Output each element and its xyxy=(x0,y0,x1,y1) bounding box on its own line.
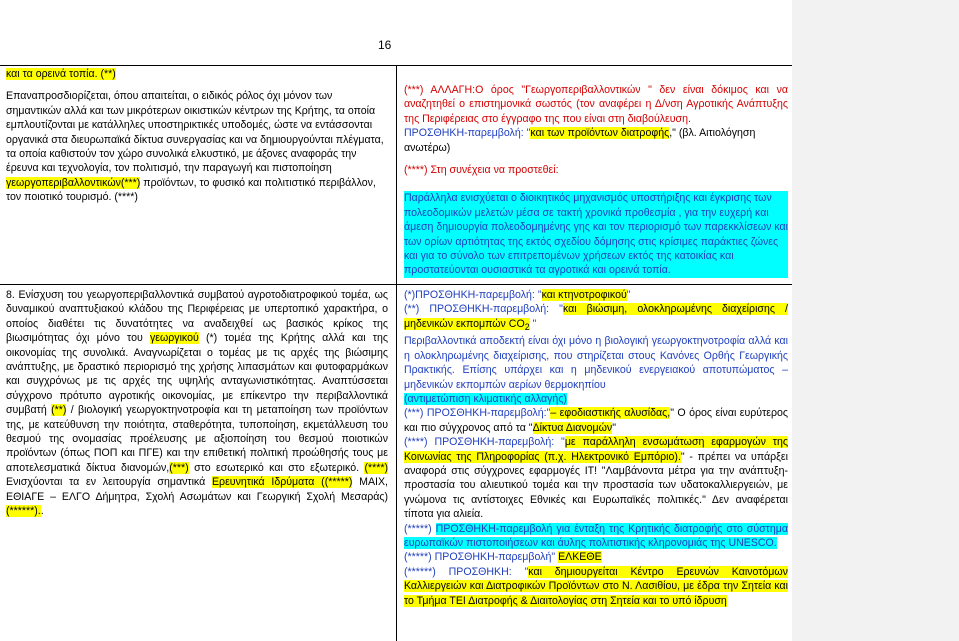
highlighted-text: και κτηνοτροφικού xyxy=(541,289,627,301)
comment-paragraph: (*)ΠΡΟΣΘΗΚΗ-παρεμβολή: "και κτηνοτροφικού" xyxy=(404,289,631,301)
comment-paragraph: (****) ΠΡΟΣΘΗΚΗ-παρεμβολή: "με παράλληλη ενσωμάτωση εφαρμογών της Κοινωνίας της Πληροφορίας (π.χ. Ηλεκτρονικό Εμπόριο)." - πρέπει να υπάρξει αναφορά στις σύγχρονες εφαρμογές ΙΤ! "Λαμβάνοντα μέτρα για την ανάπτυξη-προστασία του αλιευτικού τομέα και την προστασία των υδατοκαλλιεργειών, με γνώμονα τις αντίστοιχες Εθνικές και Ευρωπαϊκές πολιτικές." Δεν αναφέρεται τίποτα για αλιεία. xyxy=(404,436,788,521)
comment-paragraph: (***) ΠΡΟΣΘΗΚΗ-παρεμβολή:"– εφοδιαστικής αλυσίδας," Ο όρος είναι ευρύτερος και πιο σύγχρονος από τα "Δίκτυα Διανομών" xyxy=(404,407,788,434)
highlighted-text: και δημιουργείται Κέντρο Ερευνών Καινοτόμων Καλλιεργειών και Διατροφικών Προϊόντων στο Ν. Λασιθίου, με έδρα την Σητεία και το Τμήμα ΤΕΙ Διατροφής & Διαιτολογίας στη Σητεία και το υπό ίδρυση xyxy=(404,565,788,607)
cell-paragraph xyxy=(6,89,388,204)
table-cell-row1-left xyxy=(6,67,388,205)
table-cell-row2-left xyxy=(6,288,388,519)
highlighted-text: γεωργικού xyxy=(149,332,199,345)
cell-line xyxy=(6,67,388,81)
comment-paragraph: Παράλληλα ενισχύεται ο διοικητικός μηχανισμός υποστήριξης και έγκρισης των πολεοδομικών μελετών μέσα σε τακτή χρονικά προθεσμία , για την ευχερή και άμεση δημιουργία πολεοδομημένης γης και τον περιορισμό των παρεκκλίσεων και των ορίων αρτιότητας της εκτός σχεδίου δόμησης στις κρίσιμες παράκτιες ζώνες και για το σύνολο των επιτρεπομένων χρήσεων εκτός της κατοικίας και προστατεύονται ουσιαστικά τα αγροτικά και ορεινά τοπία. xyxy=(404,192,789,277)
comment-text: ," (βλ. Αιτιολόγηση ανωτέρω) xyxy=(404,127,756,154)
comment-text: ΠΡΟΣΘΗΚΗ-παρεμβολή: " xyxy=(404,127,531,140)
highlighted-text: (****) xyxy=(364,461,389,474)
comment-margin xyxy=(792,0,959,641)
paragraph-text: Επαναπροσδιορίζεται, όπου απαιτείται, ο ειδικός ρόλος όχι μόνον των σημαντικών αλλά και των μικρότερων οικιστικών κέντρων της Κρήτης, τα οποία εμπλουτίζονται με κατάλληλες υποστηρικτικές υποδομές, ώστε να εντάσσονται οργανικά στα διευρωπαϊκά δίκτυα συνεργασίας και να δημιουργούνται πλέγματα, τα οποία καθιστούν τον χώρο συνολικά ελκυστικό, με άξονες αναφοράς την έρευνα και τεχνολογία, τον πολιτισμό, την παραγωγή και πιστοποίηση xyxy=(6,90,384,175)
comment-paragraph: (αντιμετώπιση κλιματικής αλλαγής) xyxy=(404,392,567,405)
highlighted-text: με παράλληλη ενσωμάτωση εφαρμογών της Κοινωνίας της Πληροφορίας (π.χ. Ηλεκτρονικό Εμπόριο). xyxy=(404,436,788,463)
highlighted-text: Ερευνητικά Ιδρύματα ((*****) xyxy=(211,476,353,489)
highlighted-text: ΕΛΚΕΘΕ xyxy=(558,551,602,564)
comment-paragraph xyxy=(404,126,788,155)
comment-paragraph: (****) Στη συνέχεια να προστεθεί: xyxy=(404,164,559,177)
cell-paragraph: 8. Ενίσχυση του γεωργοπεριβαλλοντικά συμβατού αγροτοδιατροφικού τομέα, ως δυναμικού αναπτυξιακού κλάδου της Περιφέρειας με υπερτοπικό χαρακτήρα, ο οποίος διαθέτει τις δυνατότητες να αναδειχθεί ως βασικός κρίκος της βιωσιμότητας όχι μόνο του γεωργικού (*) τομέα της Κρήτης αλλά και της οικονομίας της συνολικά. Αναγνωρίζεται ο τομέας με τις αρχές της βιώσιμης ανάπτυξης, με δραστικό περιορισμό της χρήσης λιπασμάτων και φυτοφαρμάκων και συγχρόνως με τις αρχές της υψηλής ανταγωνιστικότητας. Αναπτύσσεται σύγχρονο πρότυπο αγροτικής οικονομίας, με επίκεντρο την περιβαλλοντικά συμβατή (**) / βιολογική γεωργοκτηνοτροφία και τη μεταποίηση των προϊόντων της, με κατεύθυνση την ποιότητα, σταθερότητα, τυποποίηση, εκμετάλλευση του θεσμού της ονομασίας προέλευσης με αξιοποίηση του θεσμού ποιοτικών προϊόντων (όπως ΠΟΠ και ΠΓΕ) και την επιθετική πολιτική προώθησής τους με αποτελεσματικά δίκτυα διανομών,(***) στο εσωτερικό και στο εξωτερικό. (****) Ενισχύονται τα εν λειτουργία σημαντικά Ερευνητικά Ιδρύματα ((*****) ΜΑΙΧ, ΕΘΙΑΓΕ – ΕΛΓΟ Δήμητρα, Σχολή Ασωμάτων και Γεωργική Σχολή Μεσαράς) (******).. xyxy=(6,289,389,518)
page-number: 16 xyxy=(378,38,392,52)
comment-paragraph: (*****) ΠΡΟΣΘΗΚΗ-παρεμβολή για ένταξη της Κρητικής διατροφής στο σύστημα ευρωπαϊκών πιστοποιήσεων και άυλης πολιτιστικής κληρονομιάς της UNESCO. xyxy=(404,522,788,550)
highlighted-text: ΠΡΟΣΘΗΚΗ-παρεμβολή για ένταξη της Κρητικής διατροφής στο σύστημα ευρωπαϊκών πιστοποιήσεων και άυλης πολιτιστικής κληρονομιάς της UNESCO. xyxy=(404,522,788,550)
highlighted-text: και τα ορεινά τοπία. xyxy=(6,68,101,80)
highlighted-text: – εφοδιαστικής αλυσίδας, xyxy=(550,407,671,420)
highlighted-text: (**) xyxy=(51,404,67,417)
comment-paragraph: (*****) ΠΡΟΣΘΗΚΗ-παρεμβολή" ΕΛΚΕΘΕ xyxy=(404,551,602,564)
comment-paragraph: (***) ΑΛΛΑΓΗ:Ο όρος "Γεωργοπεριβαλλοντικών " δεν είναι δόκιμος και να αναζητηθεί ο επιστημονικά σωστός (τον αναφέρει η Δ/νση Αγροτικής Ανάπτυξης της Περιφέρειας στο έγγραφο της που είναι στη διαβούλευση. xyxy=(404,84,788,125)
highlighted-text: Δίκτυα Διανομών xyxy=(532,421,613,434)
highlighted-text: (******). xyxy=(6,505,41,518)
table-cell-row1-right xyxy=(404,83,788,278)
comment-paragraph: Περιβαλλοντικά αποδεκτή είναι όχι μόνο η βιολογική γεωργοκτηνοτροφία αλλά και η ολοκληρωμένης διαχείρισης, που στηρίζεται στους Κανόνες Ορθής Γεωργικής Πρακτικής. Επίσης υπάρχει και η μηδενικού ενεργειακού αποτυπώματος – μηδενικών εκπομπών αερίων θερμοκηπίου xyxy=(404,335,788,391)
highlighted-text: (**) xyxy=(100,68,116,80)
comment-paragraph: (******) ΠΡΟΣΘΗΚΗ: "και δημιουργείται Κέντρο Ερευνών Καινοτόμων Καλλιεργειών και Διατροφικών Προϊόντων στο Ν. Λασιθίου, με έδρα την Σητεία και το Τμήμα ΤΕΙ Διατροφής & Διαιτολογίας στη Σητεία και το υπό ίδρυση xyxy=(404,565,788,607)
table-cell-row2-right xyxy=(404,288,788,608)
table-column-divider xyxy=(396,65,397,641)
highlighted-text: και βιώσιμη, ολοκληρωμένης διαχείρισης / μηδενικών εκπομπών $CO_2$ xyxy=(404,303,788,332)
highlighted-text: γεωργοπεριβαλλοντικών(***) xyxy=(6,176,141,189)
highlighted-text: και των προϊόντων διατροφής xyxy=(530,127,670,140)
paragraph-text: προϊόντων, το φυσικό και πολιτιστικό περιβάλλον, τον ποιοτικό τουρισμό. (****) xyxy=(6,176,376,204)
highlighted-text: (***) xyxy=(169,461,189,474)
comment-paragraph: (**) ΠΡΟΣΘΗΚΗ-παρεμβολή: "και βιώσιμη, ολοκληρωμένης διαχείρισης / μηδενικών εκπομπών $CO_2$ " xyxy=(404,303,788,332)
